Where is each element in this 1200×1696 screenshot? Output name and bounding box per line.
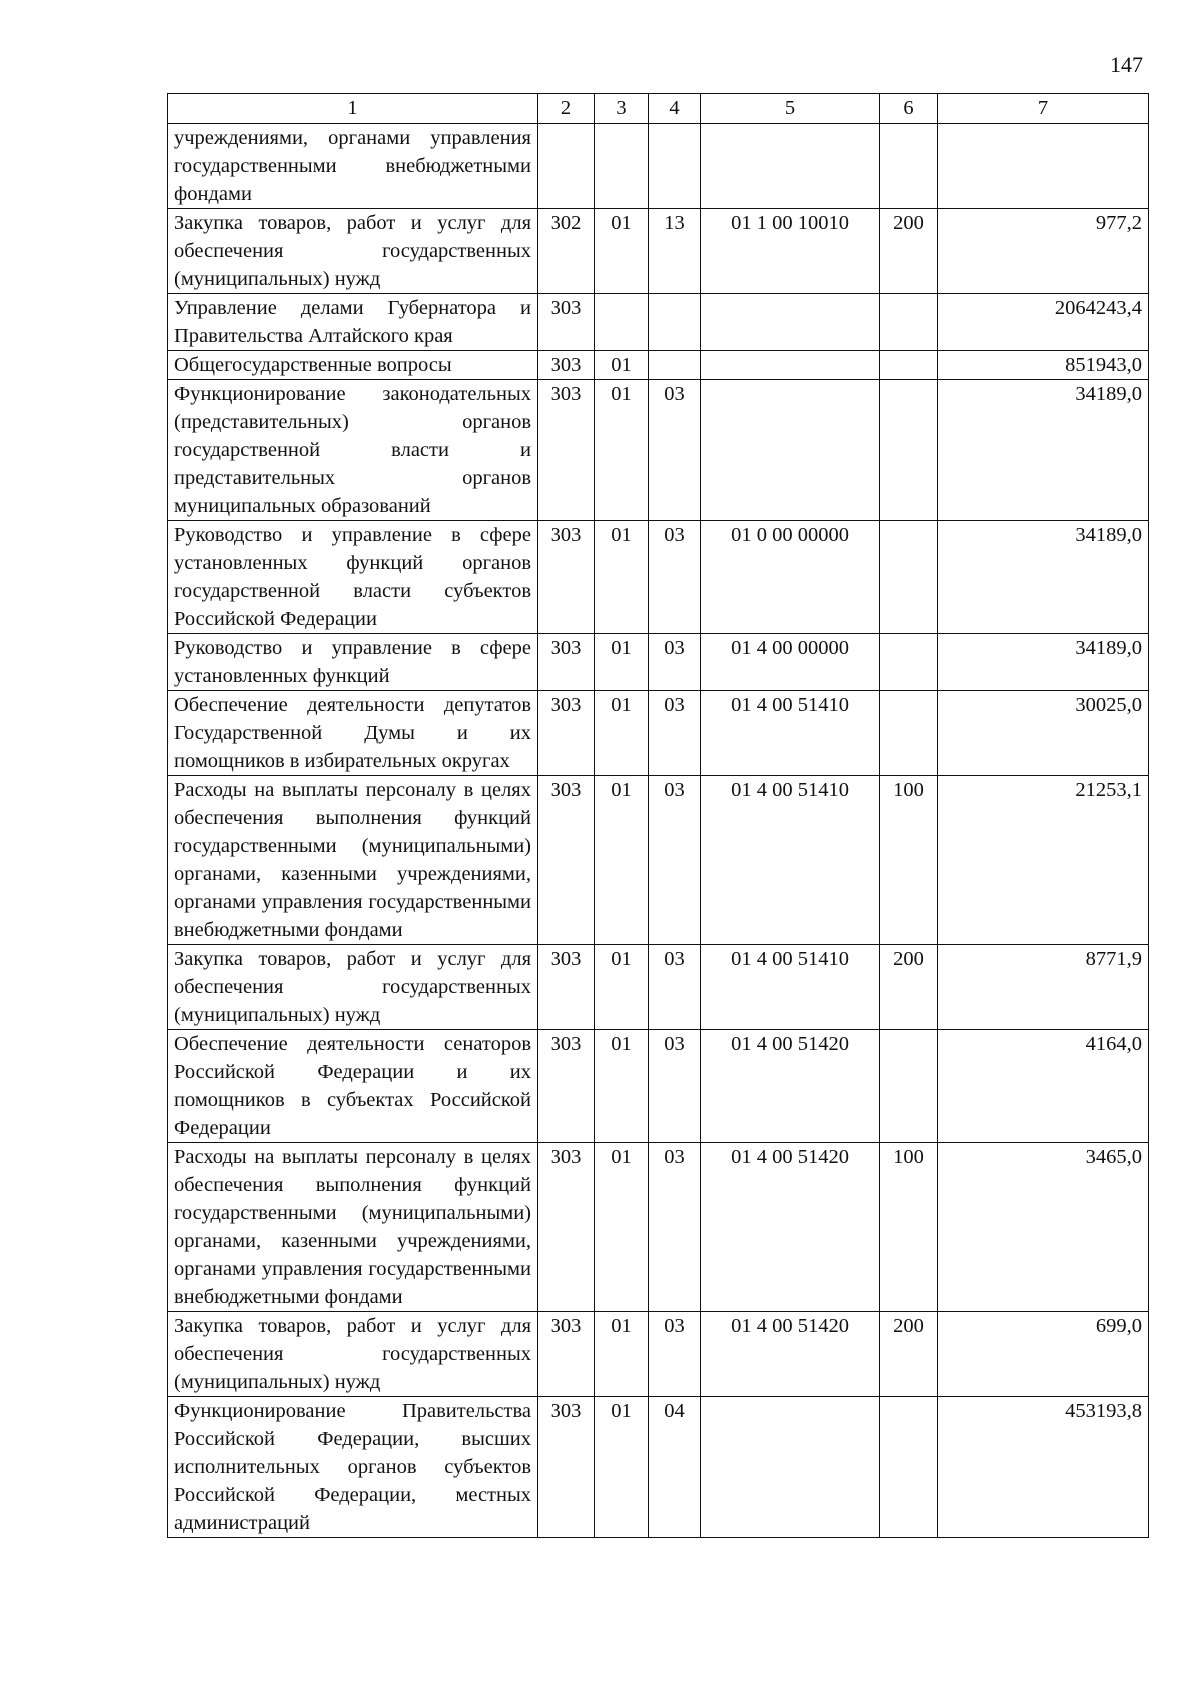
subsection-code-cell	[649, 124, 701, 209]
expense-type-cell: 200	[880, 945, 938, 1030]
header-cell: 5	[701, 94, 880, 124]
table-row	[168, 1030, 1149, 1143]
section-code-cell: 01	[595, 691, 649, 776]
table-row	[168, 945, 1149, 1030]
header-cell: 1	[168, 94, 538, 124]
subsection-code-cell: 03	[649, 380, 701, 521]
table-row	[168, 351, 1149, 380]
header-cell: 7	[938, 94, 1149, 124]
section-code-cell: 01	[595, 945, 649, 1030]
target-article-cell: 01 4 00 51410	[701, 945, 880, 1030]
target-article-cell: 01 4 00 51420	[701, 1312, 880, 1397]
amount-cell: 3465,0	[938, 1143, 1149, 1312]
section-code-cell: 01	[595, 1397, 649, 1538]
target-article-cell	[701, 351, 880, 380]
subsection-code-cell: 03	[649, 945, 701, 1030]
table-row	[168, 1143, 1149, 1312]
expense-type-cell: 100	[880, 776, 938, 945]
amount-cell: 4164,0	[938, 1030, 1149, 1143]
row-name-cell: Расходы на выплаты персоналу в целях обеспечения выполнения функций государственными (муниципальными) органами, казенными учреждениями, органами управления государственными внебюджетными фондами	[168, 1143, 538, 1312]
expense-type-cell: 200	[880, 209, 938, 294]
section-code-cell: 01	[595, 521, 649, 634]
row-name-cell: Закупка товаров, работ и услуг для обеспечения государственных (муниципальных) нужд	[168, 945, 538, 1030]
expense-type-cell	[880, 691, 938, 776]
amount-cell: 453193,8	[938, 1397, 1149, 1538]
amount-cell: 851943,0	[938, 351, 1149, 380]
subsection-code-cell: 04	[649, 1397, 701, 1538]
section-code-cell	[595, 294, 649, 351]
amount-cell: 8771,9	[938, 945, 1149, 1030]
target-article-cell: 01 4 00 51410	[701, 776, 880, 945]
row-name-cell: Управление делами Губернатора и Правительства Алтайского края	[168, 294, 538, 351]
table-row	[168, 1312, 1149, 1397]
ved-code-cell: 303	[538, 691, 595, 776]
section-code-cell: 01	[595, 351, 649, 380]
ved-code-cell	[538, 124, 595, 209]
ved-code-cell: 303	[538, 1143, 595, 1312]
section-code-cell: 01	[595, 776, 649, 945]
subsection-code-cell	[649, 351, 701, 380]
row-name-cell: Руководство и управление в сфере установленных функций органов государственной власти субъектов Российской Федерации	[168, 521, 538, 634]
section-code-cell	[595, 124, 649, 209]
row-name-cell: учреждениями, органами управления государственными внебюджетными фондами	[168, 124, 538, 209]
ved-code-cell: 303	[538, 1312, 595, 1397]
row-name-cell: Руководство и управление в сфере установленных функций	[168, 634, 538, 691]
ved-code-cell: 303	[538, 294, 595, 351]
amount-cell: 2064243,4	[938, 294, 1149, 351]
amount-cell: 34189,0	[938, 634, 1149, 691]
budget-table	[167, 93, 1149, 1538]
row-name-cell: Функционирование законодательных (представительных) органов государственной власти и представительных органов муниципальных образований	[168, 380, 538, 521]
page-number: 147	[1110, 52, 1143, 77]
table-body	[168, 124, 1149, 1538]
section-code-cell: 01	[595, 634, 649, 691]
subsection-code-cell: 03	[649, 1030, 701, 1143]
ved-code-cell: 303	[538, 634, 595, 691]
row-name-cell: Общегосударственные вопросы	[168, 351, 538, 380]
target-article-cell	[701, 380, 880, 521]
expense-type-cell	[880, 294, 938, 351]
table-row	[168, 776, 1149, 945]
subsection-code-cell: 03	[649, 1143, 701, 1312]
target-article-cell: 01 0 00 00000	[701, 521, 880, 634]
table-row	[168, 209, 1149, 294]
target-article-cell	[701, 294, 880, 351]
target-article-cell	[701, 1397, 880, 1538]
expense-type-cell	[880, 521, 938, 634]
expense-type-cell	[880, 124, 938, 209]
row-name-cell: Обеспечение деятельности сенаторов Российской Федерации и их помощников в субъектах Российской Федерации	[168, 1030, 538, 1143]
target-article-cell: 01 4 00 51410	[701, 691, 880, 776]
ved-code-cell: 303	[538, 380, 595, 521]
expense-type-cell	[880, 380, 938, 521]
expense-type-cell	[880, 351, 938, 380]
table-row	[168, 380, 1149, 521]
row-name-cell: Обеспечение деятельности депутатов Государственной Думы и их помощников в избирательных округах	[168, 691, 538, 776]
target-article-cell: 01 4 00 51420	[701, 1030, 880, 1143]
target-article-cell: 01 4 00 00000	[701, 634, 880, 691]
ved-code-cell: 303	[538, 1397, 595, 1538]
target-article-cell	[701, 124, 880, 209]
expense-type-cell: 100	[880, 1143, 938, 1312]
amount-cell: 977,2	[938, 209, 1149, 294]
expense-type-cell	[880, 634, 938, 691]
ved-code-cell: 303	[538, 351, 595, 380]
amount-cell	[938, 124, 1149, 209]
header-cell: 4	[649, 94, 701, 124]
header-cell: 2	[538, 94, 595, 124]
header-cell: 6	[880, 94, 938, 124]
ved-code-cell: 303	[538, 945, 595, 1030]
table-row	[168, 294, 1149, 351]
expense-type-cell: 200	[880, 1312, 938, 1397]
ved-code-cell: 302	[538, 209, 595, 294]
table-row	[168, 691, 1149, 776]
section-code-cell: 01	[595, 1143, 649, 1312]
header-row	[168, 94, 1149, 124]
section-code-cell: 01	[595, 209, 649, 294]
subsection-code-cell: 03	[649, 521, 701, 634]
row-name-cell: Функционирование Правительства Российской Федерации, высших исполнительных органов субъектов Российской Федерации, местных администраций	[168, 1397, 538, 1538]
subsection-code-cell: 03	[649, 1312, 701, 1397]
table-row	[168, 124, 1149, 209]
amount-cell: 699,0	[938, 1312, 1149, 1397]
ved-code-cell: 303	[538, 521, 595, 634]
row-name-cell: Закупка товаров, работ и услуг для обеспечения государственных (муниципальных) нужд	[168, 209, 538, 294]
target-article-cell: 01 4 00 51420	[701, 1143, 880, 1312]
expense-type-cell	[880, 1030, 938, 1143]
amount-cell: 21253,1	[938, 776, 1149, 945]
row-name-cell: Расходы на выплаты персоналу в целях обеспечения выполнения функций государственными (муниципальными) органами, казенными учреждениями, органами управления государственными внебюджетными фондами	[168, 776, 538, 945]
table-row	[168, 1397, 1149, 1538]
row-name-cell: Закупка товаров, работ и услуг для обеспечения государственных (муниципальных) нужд	[168, 1312, 538, 1397]
table-row	[168, 521, 1149, 634]
subsection-code-cell: 03	[649, 634, 701, 691]
ved-code-cell: 303	[538, 776, 595, 945]
amount-cell: 30025,0	[938, 691, 1149, 776]
header-cell: 3	[595, 94, 649, 124]
section-code-cell: 01	[595, 380, 649, 521]
expense-type-cell	[880, 1397, 938, 1538]
section-code-cell: 01	[595, 1030, 649, 1143]
subsection-code-cell: 03	[649, 776, 701, 945]
amount-cell: 34189,0	[938, 521, 1149, 634]
subsection-code-cell: 03	[649, 691, 701, 776]
amount-cell: 34189,0	[938, 380, 1149, 521]
subsection-code-cell	[649, 294, 701, 351]
subsection-code-cell: 13	[649, 209, 701, 294]
section-code-cell: 01	[595, 1312, 649, 1397]
ved-code-cell: 303	[538, 1030, 595, 1143]
target-article-cell: 01 1 00 10010	[701, 209, 880, 294]
table-row	[168, 634, 1149, 691]
